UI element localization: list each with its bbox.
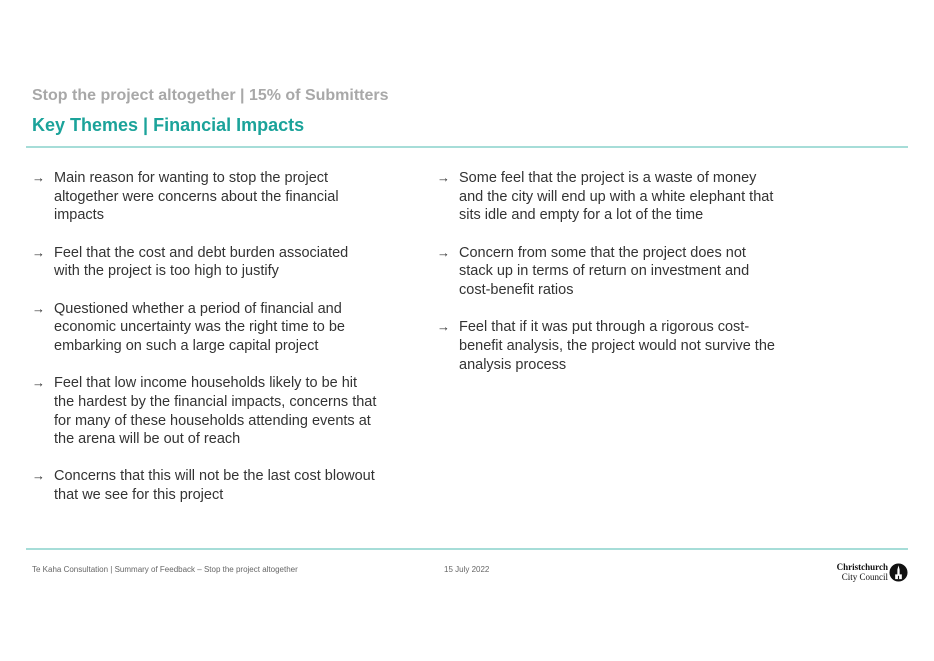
bullet-text: Some feel that the project is a waste of money and the city will end up with a white elephant that sits idle and empty for a lot of the time xyxy=(459,170,774,224)
footer-date: 15 July 2022 xyxy=(444,565,490,574)
footer-divider xyxy=(26,548,908,550)
arrow-right-icon: → xyxy=(437,244,450,260)
bullet-item xyxy=(32,467,377,504)
bullet-text: Feel that low income households likely to be hit the hardest by the financial impacts, concerns that for many of these households attending events at the arena will be out of reach xyxy=(54,375,377,448)
bullet-text: Feel that the cost and debt burden associated with the project is too high to justify xyxy=(54,244,349,280)
bullet-item xyxy=(32,300,377,356)
bullet-item xyxy=(32,374,377,449)
arrow-right-icon: → xyxy=(32,170,45,185)
arrow-right-icon: → xyxy=(32,468,45,484)
bullet-text: Feel that if it was put through a rigorous cost-benefit analysis, the project would not survive the analysis process xyxy=(459,319,775,373)
slide-title: Key Themes | Financial Impacts xyxy=(32,115,305,135)
arrow-right-icon: → xyxy=(32,375,45,391)
bullet-text: Questioned whether a period of financial and economic uncertainty was the right time to be embarking on such a large capital project xyxy=(54,300,345,354)
slide-subtitle: Stop the project altogether | 15% of Submitters xyxy=(32,87,389,104)
arrow-right-icon: → xyxy=(32,244,45,260)
bullet-list-right xyxy=(437,169,777,393)
footer-text: Te Kaha Consultation | Summary of Feedback – Stop the project altogether xyxy=(32,565,298,574)
bullet-item xyxy=(32,169,377,225)
arrow-right-icon: → xyxy=(32,300,45,316)
logo-line-2: City Council xyxy=(841,571,888,582)
logo-wordmark xyxy=(837,563,888,582)
bullet-text: Main reason for wanting to stop the project altogether were concerns about the financial impacts xyxy=(54,170,339,224)
christchurch-city-council-logo xyxy=(830,563,910,583)
arrow-right-icon: → xyxy=(437,170,450,185)
bullet-text: Concerns that this will not be the last cost blowout that we see for this project xyxy=(54,468,375,504)
cathedral-emblem-icon xyxy=(889,563,908,582)
bullet-item xyxy=(437,169,777,225)
logo-line-1: Christchurch xyxy=(836,562,888,572)
bullet-item xyxy=(437,244,777,300)
bullet-text: Concern from some that the project does not stack up in terms of return on investment and cost-benefit ratios xyxy=(459,244,750,299)
bullet-list-left xyxy=(32,169,377,523)
header-divider xyxy=(26,146,908,148)
bullet-item xyxy=(437,318,777,374)
bullet-item xyxy=(32,244,377,281)
arrow-right-icon: → xyxy=(437,319,450,335)
